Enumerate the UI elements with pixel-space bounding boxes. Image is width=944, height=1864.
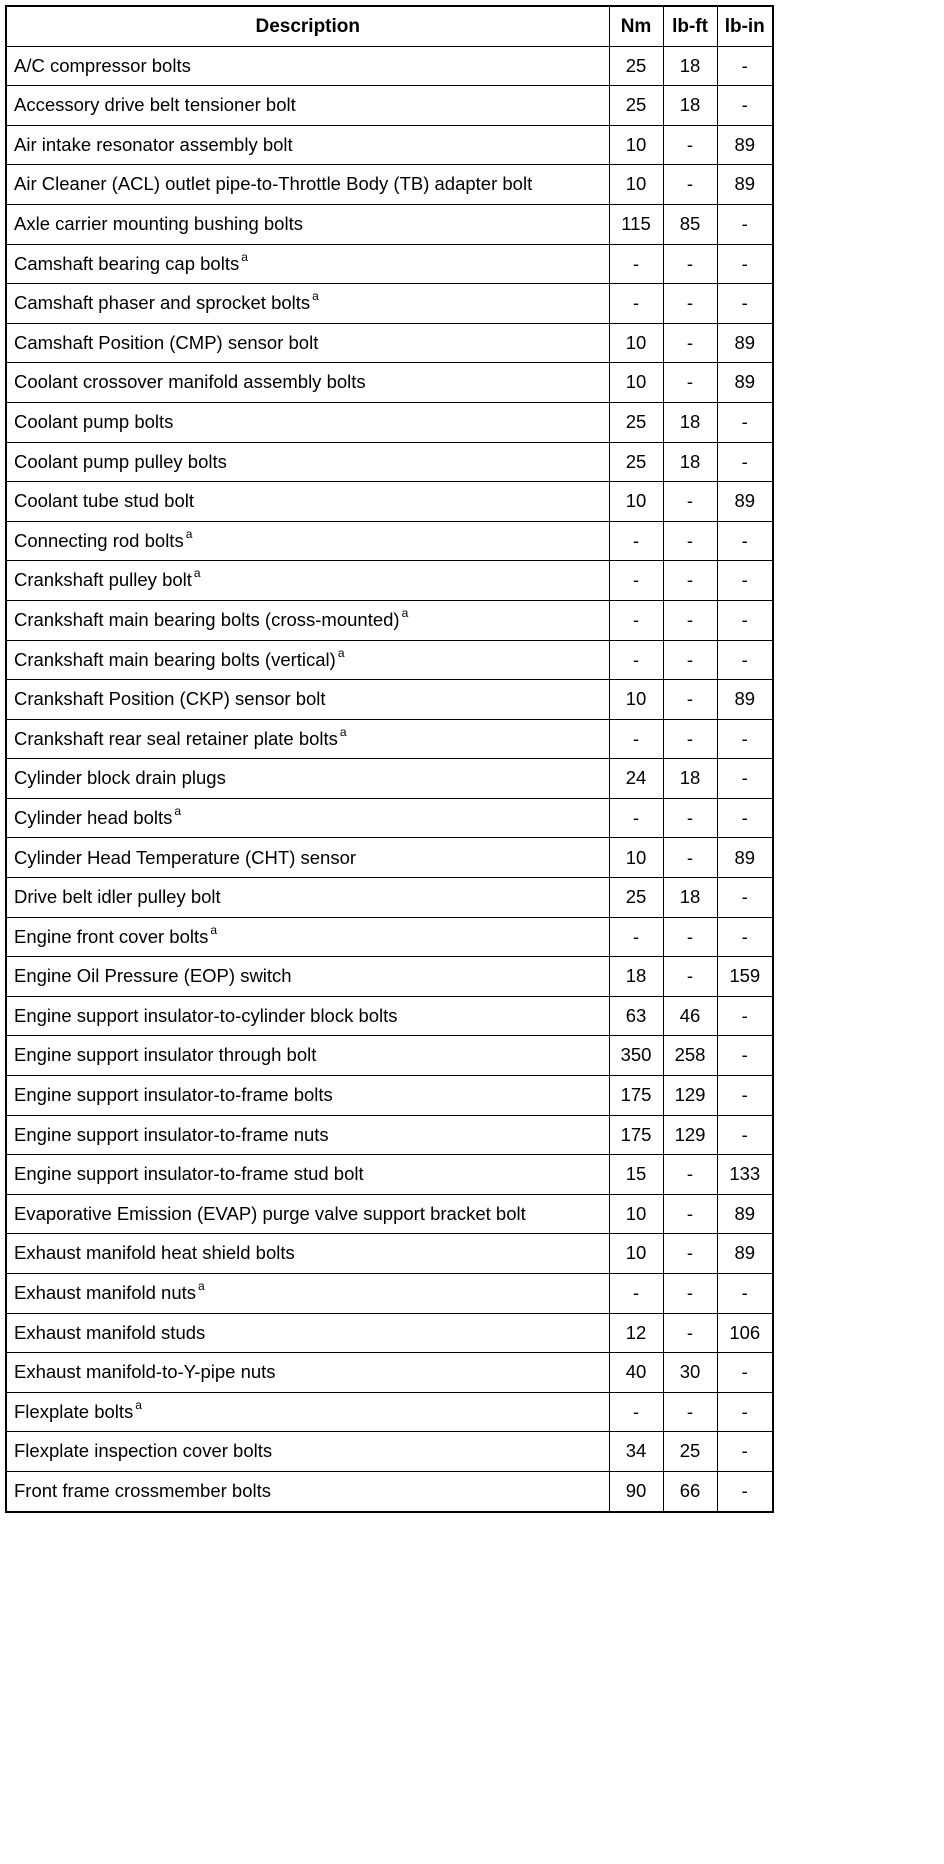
- description-text: Coolant pump pulley bolts: [14, 450, 227, 472]
- footnote-marker: a: [185, 526, 193, 541]
- table-row: [6, 798, 773, 838]
- table-row: [6, 680, 773, 720]
- torque-spec-table: [5, 5, 774, 1513]
- cell-lb-in: 89: [717, 482, 773, 522]
- cell-description: [6, 125, 609, 165]
- cell-lb-in: -: [717, 878, 773, 918]
- cell-lb-ft: -: [663, 1234, 717, 1274]
- table-row: [6, 1471, 773, 1511]
- cell-description: [6, 482, 609, 522]
- table-row: [6, 204, 773, 244]
- cell-nm: 25: [609, 46, 663, 86]
- cell-lb-ft: -: [663, 125, 717, 165]
- description-text: Engine support insulator-to-cylinder block bolts: [14, 1004, 398, 1026]
- description-text: Air intake resonator assembly bolt: [14, 133, 293, 155]
- footnote-marker: a: [241, 249, 248, 264]
- cell-lb-in: 159: [717, 957, 773, 997]
- description-text: Engine front cover bolts: [14, 925, 209, 947]
- table-row: [6, 1155, 773, 1195]
- cell-lb-ft: -: [663, 561, 717, 601]
- cell-nm: 25: [609, 878, 663, 918]
- description-text: Crankshaft rear seal retainer plate bolts: [14, 727, 338, 749]
- cell-description: [6, 640, 609, 680]
- table-row: [6, 957, 773, 997]
- cell-lb-in: 89: [717, 680, 773, 720]
- cell-nm: 10: [609, 680, 663, 720]
- cell-lb-ft: -: [663, 1155, 717, 1195]
- cell-nm: 175: [609, 1115, 663, 1155]
- description-text: Exhaust manifold-to-Y-pipe nuts: [14, 1361, 276, 1383]
- cell-description: [6, 1353, 609, 1393]
- table-row: [6, 878, 773, 918]
- cell-lb-in: -: [717, 442, 773, 482]
- cell-lb-in: -: [717, 46, 773, 86]
- description-text: Evaporative Emission (EVAP) purge valve support bracket bolt: [14, 1202, 526, 1224]
- cell-description: [6, 1313, 609, 1353]
- table-row: [6, 521, 773, 561]
- cell-lb-in: -: [717, 1115, 773, 1155]
- description-text: Camshaft bearing cap bolts: [14, 252, 240, 274]
- cell-nm: 90: [609, 1471, 663, 1511]
- cell-description: [6, 878, 609, 918]
- cell-description: [6, 719, 609, 759]
- table-row: [6, 1432, 773, 1472]
- cell-lb-in: 89: [717, 323, 773, 363]
- table-row: [6, 363, 773, 403]
- cell-description: [6, 1471, 609, 1511]
- cell-description: [6, 1194, 609, 1234]
- description-text: Cylinder block drain plugs: [14, 767, 226, 789]
- cell-lb-in: -: [717, 561, 773, 601]
- table-row: [6, 1392, 773, 1432]
- table-row: [6, 165, 773, 205]
- cell-lb-in: -: [717, 719, 773, 759]
- cell-lb-in: -: [717, 284, 773, 324]
- table-row: [6, 996, 773, 1036]
- cell-description: [6, 442, 609, 482]
- cell-lb-in: -: [717, 1471, 773, 1511]
- description-text: Engine support insulator through bolt: [14, 1044, 317, 1066]
- cell-nm: -: [609, 719, 663, 759]
- cell-lb-ft: 129: [663, 1076, 717, 1116]
- cell-description: [6, 1432, 609, 1472]
- header-lb-ft: lb-ft: [663, 6, 717, 46]
- cell-description: [6, 1115, 609, 1155]
- cell-lb-ft: 25: [663, 1432, 717, 1472]
- description-text: Coolant tube stud bolt: [14, 490, 194, 512]
- cell-nm: -: [609, 521, 663, 561]
- description-text: Exhaust manifold heat shield bolts: [14, 1242, 295, 1264]
- description-text: Engine support insulator-to-frame stud bolt: [14, 1163, 364, 1185]
- cell-lb-in: -: [717, 86, 773, 126]
- description-text: Flexplate bolts: [14, 1400, 134, 1422]
- cell-nm: 10: [609, 1194, 663, 1234]
- cell-lb-ft: -: [663, 284, 717, 324]
- cell-lb-ft: 85: [663, 204, 717, 244]
- cell-nm: 115: [609, 204, 663, 244]
- cell-description: [6, 759, 609, 799]
- table-row: [6, 1076, 773, 1116]
- table-row: [6, 125, 773, 165]
- cell-lb-in: -: [717, 600, 773, 640]
- torque-spec-table-container: [5, 5, 772, 1513]
- cell-description: [6, 86, 609, 126]
- table-row: [6, 402, 773, 442]
- cell-nm: -: [609, 640, 663, 680]
- cell-lb-in: -: [717, 521, 773, 561]
- cell-lb-in: 89: [717, 1234, 773, 1274]
- table-header-row: [6, 6, 773, 46]
- table-row: [6, 1353, 773, 1393]
- cell-description: [6, 957, 609, 997]
- cell-lb-in: -: [717, 244, 773, 284]
- cell-nm: 10: [609, 363, 663, 403]
- description-text: Crankshaft Position (CKP) sensor bolt: [14, 688, 326, 710]
- header-description: Description: [6, 6, 609, 46]
- cell-description: [6, 244, 609, 284]
- cell-nm: 10: [609, 125, 663, 165]
- table-row: [6, 86, 773, 126]
- cell-nm: 10: [609, 1234, 663, 1274]
- cell-nm: 25: [609, 442, 663, 482]
- cell-lb-in: -: [717, 640, 773, 680]
- cell-description: [6, 1274, 609, 1314]
- cell-nm: 34: [609, 1432, 663, 1472]
- cell-lb-in: -: [717, 996, 773, 1036]
- cell-lb-in: 89: [717, 165, 773, 205]
- cell-lb-ft: 18: [663, 86, 717, 126]
- footnote-marker: a: [210, 922, 218, 937]
- cell-lb-in: -: [717, 1432, 773, 1472]
- cell-lb-ft: -: [663, 600, 717, 640]
- description-text: Air Cleaner (ACL) outlet pipe-to-Throttle Body (TB) adapter bolt: [14, 173, 533, 195]
- cell-lb-ft: -: [663, 719, 717, 759]
- table-row: [6, 1234, 773, 1274]
- table-row: [6, 640, 773, 680]
- header-lb-in: lb-in: [717, 6, 773, 46]
- cell-description: [6, 323, 609, 363]
- cell-description: [6, 1036, 609, 1076]
- table-row: [6, 600, 773, 640]
- cell-nm: 10: [609, 165, 663, 205]
- cell-lb-ft: 18: [663, 46, 717, 86]
- description-text: Coolant crossover manifold assembly bolts: [14, 371, 366, 393]
- table-row: [6, 838, 773, 878]
- description-text: Connecting rod bolts: [14, 529, 184, 551]
- cell-lb-ft: -: [663, 680, 717, 720]
- cell-lb-ft: -: [663, 244, 717, 284]
- table-row: [6, 482, 773, 522]
- cell-lb-ft: 18: [663, 402, 717, 442]
- cell-nm: -: [609, 917, 663, 957]
- cell-lb-ft: -: [663, 798, 717, 838]
- table-row: [6, 1313, 773, 1353]
- footnote-marker: a: [193, 566, 201, 581]
- cell-lb-ft: -: [663, 640, 717, 680]
- description-text: Cylinder head bolts: [14, 806, 173, 828]
- cell-lb-in: -: [717, 204, 773, 244]
- cell-lb-ft: 18: [663, 442, 717, 482]
- cell-lb-in: -: [717, 402, 773, 442]
- cell-description: [6, 1076, 609, 1116]
- cell-lb-ft: -: [663, 838, 717, 878]
- table-row: [6, 1115, 773, 1155]
- cell-nm: 24: [609, 759, 663, 799]
- cell-nm: 10: [609, 323, 663, 363]
- cell-lb-ft: -: [663, 323, 717, 363]
- cell-lb-ft: 46: [663, 996, 717, 1036]
- description-text: Crankshaft pulley bolt: [14, 569, 192, 591]
- cell-nm: 63: [609, 996, 663, 1036]
- cell-description: [6, 165, 609, 205]
- cell-lb-in: -: [717, 1392, 773, 1432]
- description-text: Exhaust manifold studs: [14, 1321, 206, 1343]
- cell-nm: 25: [609, 402, 663, 442]
- cell-lb-in: 89: [717, 125, 773, 165]
- description-text: Engine support insulator-to-frame bolts: [14, 1084, 333, 1106]
- table-row: [6, 1194, 773, 1234]
- cell-description: [6, 561, 609, 601]
- cell-nm: -: [609, 561, 663, 601]
- cell-nm: -: [609, 1392, 663, 1432]
- cell-lb-in: -: [717, 1353, 773, 1393]
- cell-lb-ft: 129: [663, 1115, 717, 1155]
- cell-description: [6, 204, 609, 244]
- cell-lb-ft: 66: [663, 1471, 717, 1511]
- cell-description: [6, 838, 609, 878]
- cell-description: [6, 1234, 609, 1274]
- cell-lb-ft: -: [663, 521, 717, 561]
- description-text: Front frame crossmember bolts: [14, 1480, 272, 1502]
- description-text: Engine Oil Pressure (EOP) switch: [14, 965, 292, 987]
- cell-description: [6, 363, 609, 403]
- cell-lb-ft: -: [663, 957, 717, 997]
- description-text: Drive belt idler pulley bolt: [14, 886, 221, 908]
- cell-lb-ft: -: [663, 1392, 717, 1432]
- cell-lb-ft: 258: [663, 1036, 717, 1076]
- cell-nm: -: [609, 600, 663, 640]
- cell-lb-ft: -: [663, 482, 717, 522]
- cell-lb-in: 133: [717, 1155, 773, 1195]
- footnote-marker: a: [135, 1397, 142, 1412]
- description-text: Engine support insulator-to-frame nuts: [14, 1123, 329, 1145]
- footnote-marker: a: [174, 803, 182, 818]
- cell-nm: 12: [609, 1313, 663, 1353]
- cell-lb-ft: 30: [663, 1353, 717, 1393]
- footnote-marker: a: [339, 724, 347, 739]
- table-row: [6, 46, 773, 86]
- cell-nm: 175: [609, 1076, 663, 1116]
- cell-description: [6, 798, 609, 838]
- cell-description: [6, 600, 609, 640]
- cell-nm: 40: [609, 1353, 663, 1393]
- cell-lb-in: 89: [717, 1194, 773, 1234]
- cell-lb-in: -: [717, 759, 773, 799]
- description-text: Cylinder Head Temperature (CHT) sensor: [14, 846, 357, 868]
- cell-nm: 25: [609, 86, 663, 126]
- description-text: Flexplate inspection cover bolts: [14, 1440, 273, 1462]
- table-row: [6, 759, 773, 799]
- cell-description: [6, 996, 609, 1036]
- cell-description: [6, 402, 609, 442]
- cell-lb-in: 106: [717, 1313, 773, 1353]
- description-text: Camshaft Position (CMP) sensor bolt: [14, 331, 319, 353]
- cell-lb-ft: 18: [663, 878, 717, 918]
- description-text: Camshaft phaser and sprocket bolts: [14, 292, 311, 314]
- cell-description: [6, 284, 609, 324]
- cell-nm: 18: [609, 957, 663, 997]
- cell-lb-in: -: [717, 917, 773, 957]
- cell-nm: 10: [609, 838, 663, 878]
- cell-lb-in: 89: [717, 838, 773, 878]
- footnote-marker: a: [198, 1279, 205, 1294]
- table-row: [6, 719, 773, 759]
- cell-lb-ft: -: [663, 1313, 717, 1353]
- table-row: [6, 244, 773, 284]
- description-text: Crankshaft main bearing bolts (vertical): [14, 648, 336, 670]
- cell-nm: -: [609, 798, 663, 838]
- table-row: [6, 1274, 773, 1314]
- header-nm: Nm: [609, 6, 663, 46]
- description-text: Exhaust manifold nuts: [14, 1282, 197, 1304]
- cell-description: [6, 1155, 609, 1195]
- description-text: A/C compressor bolts: [14, 54, 191, 76]
- cell-lb-in: 89: [717, 363, 773, 403]
- cell-lb-ft: 18: [663, 759, 717, 799]
- cell-lb-ft: -: [663, 363, 717, 403]
- cell-description: [6, 46, 609, 86]
- table-row: [6, 561, 773, 601]
- table-row: [6, 442, 773, 482]
- cell-lb-in: -: [717, 1076, 773, 1116]
- cell-nm: 350: [609, 1036, 663, 1076]
- cell-nm: 10: [609, 482, 663, 522]
- cell-nm: -: [609, 1274, 663, 1314]
- table-row: [6, 917, 773, 957]
- description-text: Accessory drive belt tensioner bolt: [14, 94, 296, 116]
- cell-lb-ft: -: [663, 1274, 717, 1314]
- cell-description: [6, 680, 609, 720]
- cell-description: [6, 1392, 609, 1432]
- cell-description: [6, 917, 609, 957]
- footnote-marker: a: [337, 645, 345, 660]
- description-text: Axle carrier mounting bushing bolts: [14, 213, 303, 235]
- table-row: [6, 284, 773, 324]
- cell-lb-in: -: [717, 798, 773, 838]
- cell-lb-in: -: [717, 1036, 773, 1076]
- cell-description: [6, 521, 609, 561]
- footnote-marker: a: [312, 289, 319, 304]
- table-body: [6, 46, 773, 1511]
- cell-lb-ft: -: [663, 165, 717, 205]
- cell-lb-ft: -: [663, 917, 717, 957]
- cell-lb-in: -: [717, 1274, 773, 1314]
- footnote-marker: a: [401, 605, 409, 620]
- table-row: [6, 1036, 773, 1076]
- description-text: Coolant pump bolts: [14, 410, 174, 432]
- cell-lb-ft: -: [663, 1194, 717, 1234]
- description-text: Crankshaft main bearing bolts (cross-mounted): [14, 608, 400, 630]
- cell-nm: -: [609, 284, 663, 324]
- table-row: [6, 323, 773, 363]
- cell-nm: -: [609, 244, 663, 284]
- cell-nm: 15: [609, 1155, 663, 1195]
